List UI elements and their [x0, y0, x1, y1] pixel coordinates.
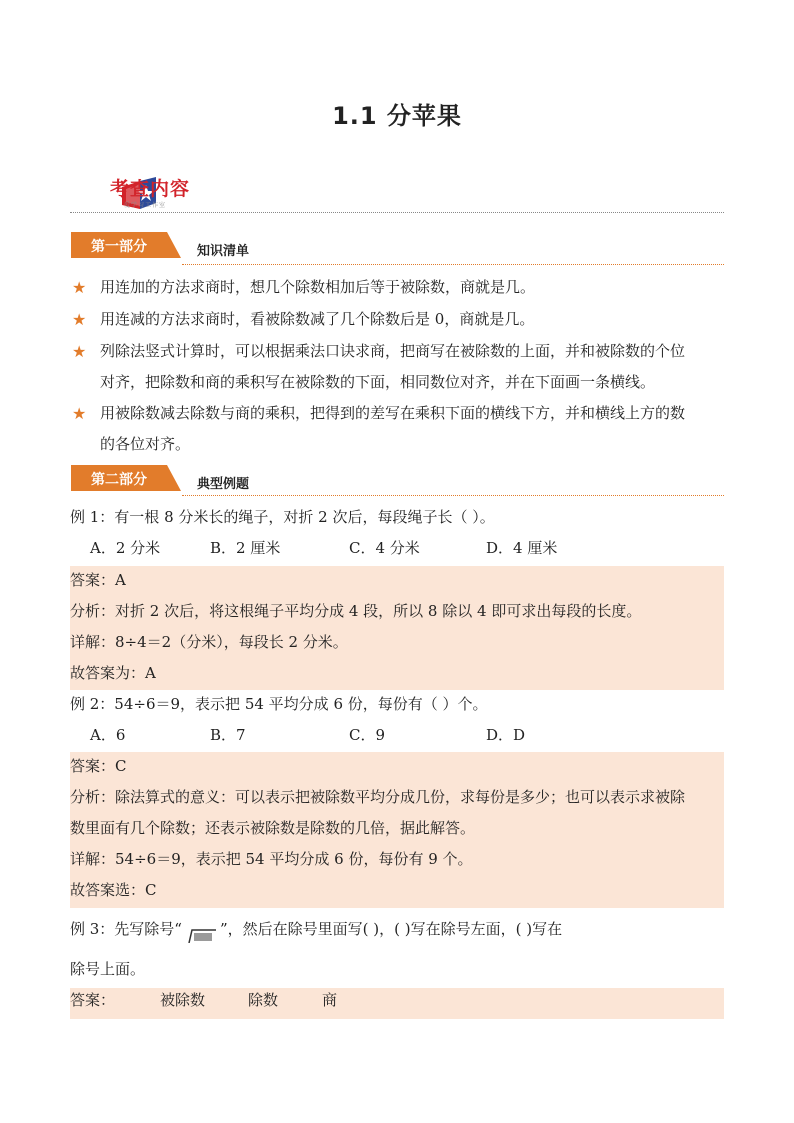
divider — [182, 264, 724, 265]
knowledge-item — [72, 272, 724, 303]
divider — [70, 212, 724, 213]
knowledge-text: 对齐，把除数和商的乘积写在被除数的下面，相同数位对齐，并在下面画一条横线。 — [100, 373, 656, 391]
ex3-answer — [70, 985, 724, 1016]
part1-tab — [71, 232, 181, 258]
ex1-question: 例 1：有一根 8 分米长的绳子，对折 2 次后，每段绳子长（ ）。 — [70, 508, 495, 526]
ex3-question-a: 例 3：先写除号“ — [70, 920, 182, 938]
option-b: B．2 厘米 — [210, 539, 281, 557]
ex1-detail: 详解：8÷4＝2（分米），每段长 2 分米。 — [70, 633, 348, 651]
part2-tab — [71, 465, 181, 491]
ex1-answer: 答案：A — [70, 571, 126, 589]
option-a: A．2 分米 — [90, 539, 161, 557]
divider — [182, 495, 724, 496]
ex2-answer: 答案：C — [70, 757, 127, 775]
ex1-options — [70, 533, 724, 564]
ex3-answer-label: 答案： — [70, 991, 116, 1009]
logo-subtitle: 爱学习工作室 — [124, 202, 167, 209]
star-icon: ★ — [72, 278, 87, 297]
ex3-question-b: ”，然后在除号里面写( )，( )写在除号左面，( )写在 — [219, 920, 563, 938]
knowledge-text: 用连减的方法求商时，看被除数减了几个除数后是 0，商就是几。 — [100, 310, 535, 328]
option-d: D．D — [486, 726, 526, 744]
star-icon: ★ — [72, 342, 87, 361]
ex3-answer-1: 被除数 — [160, 991, 206, 1009]
logo-title: 考查内容 — [110, 178, 191, 200]
knowledge-text: 的各位对齐。 — [100, 435, 191, 453]
knowledge-text: 用被除数减去除数与商的乘积，把得到的差写在乘积下面的横线下方，并和横线上方的数 — [100, 404, 686, 422]
ex3-answer-2: 除数 — [248, 991, 279, 1009]
option-b: B．7 — [210, 726, 246, 744]
part1-label: 第一部分 — [91, 239, 147, 255]
knowledge-item — [72, 398, 724, 460]
ex2-detail: 详解：54÷6＝9，表示把 54 平均分成 6 份，每份有 9 个。 — [70, 850, 473, 868]
ex2-options — [70, 720, 724, 751]
knowledge-item — [72, 304, 724, 335]
ex2-final: 故答案选：C — [70, 881, 157, 899]
option-d: D．4 厘米 — [486, 539, 558, 557]
knowledge-text: 列除法竖式计算时，可以根据乘法口诀求商，把商写在被除数的上面，并和被除数的个位 — [100, 342, 686, 360]
option-c: C．4 分米 — [349, 539, 420, 557]
knowledge-text: 用连加的方法求商时，想几个除数相加后等于被除数，商就是几。 — [100, 278, 536, 296]
ex3-answer-3: 商 — [322, 991, 338, 1009]
knowledge-item — [72, 336, 724, 398]
ex3-question-cont: 除号上面。 — [70, 960, 146, 978]
option-a: A．6 — [90, 726, 126, 744]
star-icon: ★ — [72, 404, 87, 423]
ex2-analysis: 数里面有几个除数；还表示被除数是除数的几倍，据此解答。 — [70, 819, 476, 837]
ex3-question — [70, 914, 724, 945]
division-sign-icon — [186, 923, 216, 937]
part1-heading: 知识清单 — [197, 244, 250, 259]
star-icon: ★ — [72, 310, 87, 329]
page-title: 1.1 分苹果 — [332, 102, 462, 130]
ex2-analysis: 分析：除法算式的意义：可以表示把被除数平均分成几份，求每份是多少；也可以表示求被除 — [70, 788, 686, 806]
ex1-final: 故答案为：A — [70, 664, 156, 682]
ex2-question: 例 2：54÷6＝9，表示把 54 平均分成 6 份，每份有（ ）个。 — [70, 695, 488, 713]
option-c: C．9 — [349, 726, 386, 744]
ex1-analysis: 分析：对折 2 次后，将这根绳子平均分成 4 段，所以 8 除以 4 即可求出每段的长度。 — [70, 602, 642, 620]
part2-label: 第二部分 — [91, 472, 147, 488]
part2-heading: 典型例题 — [197, 477, 250, 492]
